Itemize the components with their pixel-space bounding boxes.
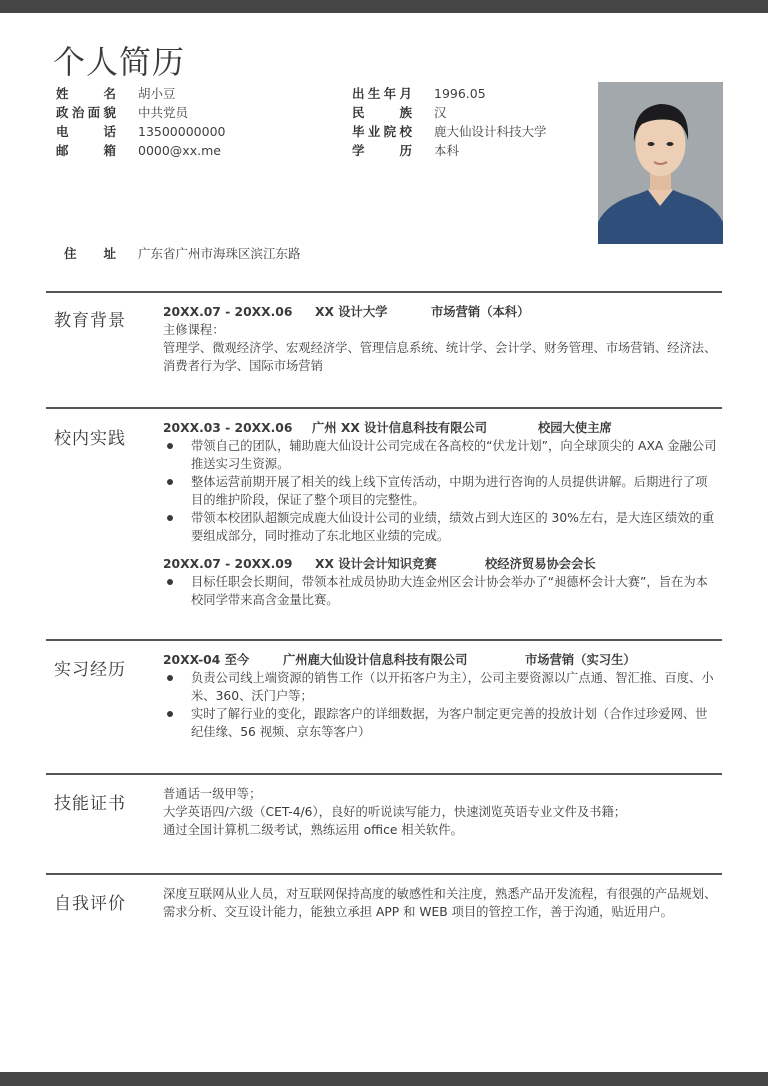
school-label: 毕业院校 [352,124,412,139]
courses-label: 主修课程： [163,323,225,337]
section-title-skills: 技能证书 [54,794,126,814]
info-degree-row [352,141,459,159]
skills-content [163,785,718,839]
campus-item-2-org: XX 设计会计知识竞赛 [315,557,437,571]
info-email-row [56,141,221,159]
list-item: 普通话一级甲等； [163,787,262,801]
campus-item-2-role: 校经济贸易协会会长 [485,557,596,571]
campus-item-2-period: 20XX.07 - 20XX.09 [163,557,293,571]
divider-skills [46,773,722,775]
info-name-row [56,84,176,102]
avatar-portrait [598,82,723,244]
name-label: 姓名 [56,86,116,101]
list-item: 实时了解行业的变化，跟踪客户的详细数据，为客户制定更完善的投放计划（合作过珍爱网、世纪佳缘、56 视频、京东等客户） [163,705,718,741]
politics-label: 政治面貌 [56,105,116,120]
info-address-row [56,244,301,262]
list-item: 通过全国计算机二级考试，熟练运用 office 相关软件。 [163,823,463,837]
info-birth-row [352,84,486,102]
self-content [163,885,718,921]
section-title-campus: 校内实践 [54,429,126,449]
divider-campus [46,407,722,409]
info-school-row [352,122,547,140]
campus-item-1-header [163,419,718,437]
degree-label: 学历 [352,143,412,158]
bottom-bar [0,1072,768,1086]
section-title-self: 自我评价 [54,894,126,914]
list-item: 整体运营前期开展了相关的线上线下宣传活动，中期为进行咨询的人员提供讲解。后期进行了项目的维护阶段，保证了整个项目的完整性。 [163,473,718,509]
campus-content [163,419,718,609]
birth-value: 1996.05 [434,85,486,101]
politics-value: 中共党员 [138,105,189,120]
list-item: 负责公司线上端资源的销售工作（以开拓客户为主），公司主要资源以广点通、智汇推、百度、小米、360、沃门户等； [163,669,718,705]
name-value: 胡小豆 [138,86,176,101]
education-major: 市场营销（本科） [431,305,530,319]
profile-photo [598,82,723,244]
top-bar [0,0,768,13]
address-value: 广东省广州市海珠区滨江东路 [138,246,301,261]
email-value: 0000@xx.me [138,142,221,158]
nation-label: 民族 [352,105,412,120]
education-content [163,303,718,375]
nation-value: 汉 [434,105,447,120]
divider-self [46,873,722,875]
divider-education [46,291,722,293]
list-item: 大学英语四/六级（CET-4/6），良好的听说读写能力，快速浏览英语专业文件及书籍； [163,805,627,819]
info-nation-row [352,103,447,121]
school-value: 鹿大仙设计科技大学 [434,124,547,139]
campus-item-1-org: 广州 XX 设计信息科技有限公司 [312,421,488,435]
campus-item-1-role: 校园大使主席 [538,421,612,435]
internship-org: 广州鹿大仙设计信息科技有限公司 [283,653,468,667]
info-politics-row [56,103,188,121]
campus-item-2-header [163,555,718,573]
address-label: 住址 [64,246,116,261]
phone-label: 电话 [56,124,116,139]
section-title-internship: 实习经历 [54,660,126,680]
phone-value: 13500000000 [138,123,226,139]
self-evaluation-text: 深度互联网从业人员，对互联网保持高度的敏感性和关注度，熟悉产品开发流程，有很强的产品规划、需求分析、交互设计能力，能独立承担 APP 和 WEB 项目的管控工作，善于沟通，贴近用户。 [163,887,717,919]
education-period: 20XX.07 - 20XX.06 [163,305,293,319]
list-item: 带领本校团队超额完成鹿大仙设计公司的业绩，绩效占到大连区的 30%左右，是大连区绩效的重要组成部分，同时推动了东北地区业绩的完成。 [163,509,718,545]
list-item: 目标任职会长期间，带领本社成员协助大连金州区会计协会举办了“昶德杯会计大赛”，旨在为本校同学带来高含金量比赛。 [163,573,718,609]
internship-header [163,651,718,669]
page-title: 个人简历 [53,43,186,81]
education-header [163,303,718,321]
internship-content [163,651,718,741]
internship-period: 20XX-04 至今 [163,653,250,667]
email-label: 邮箱 [56,143,116,158]
list-item: 带领自己的团队，辅助鹿大仙设计公司完成在各高校的“伏龙计划”，向全球顶尖的 AXA 金融公司推送实习生资源。 [163,437,718,473]
birth-label: 出生年月 [352,86,412,101]
divider-internship [46,639,722,641]
courses-text: 管理学、微观经济学、宏观经济学、管理信息系统、统计学、会计学、财务管理、市场营销、经济法、消费者行为学、国际市场营销 [163,341,717,373]
section-title-education: 教育背景 [54,311,126,331]
campus-item-1-period: 20XX.03 - 20XX.06 [163,421,293,435]
degree-value: 本科 [434,143,460,158]
education-school: XX 设计大学 [315,305,388,319]
info-phone-row [56,122,225,140]
internship-role: 市场营销（实习生） [525,653,636,667]
